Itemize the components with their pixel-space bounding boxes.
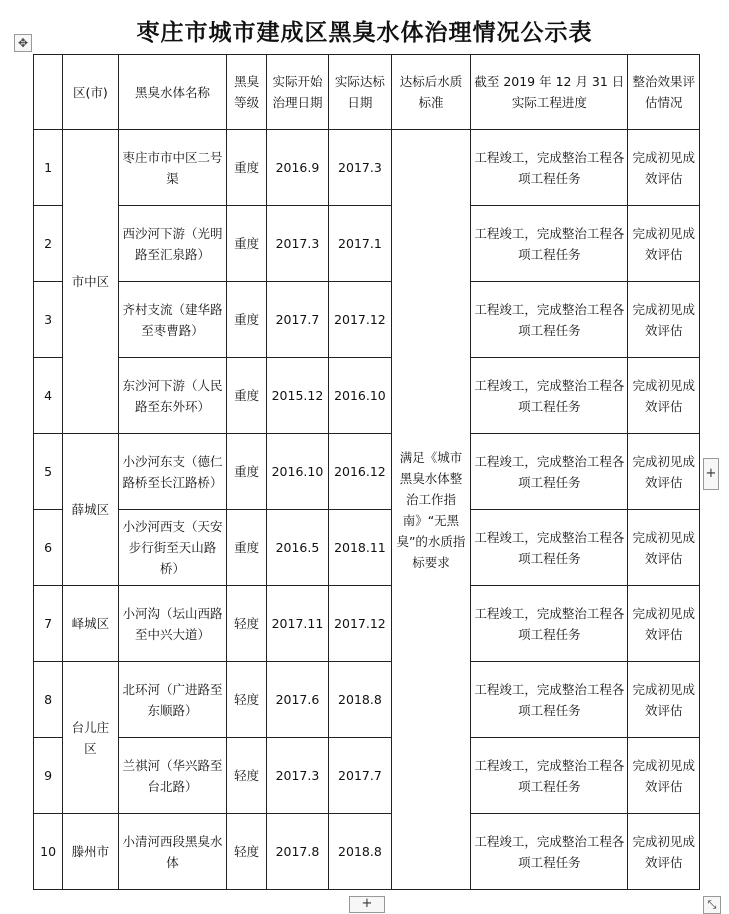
standard-cell: 满足《城市黑臭水体整治工作指南》“无黑臭”的水质指标要求 [391, 130, 471, 890]
header-evaluation: 整治效果评估情况 [628, 55, 700, 130]
table-row [34, 738, 700, 814]
progress: 工程竣工，完成整治工程各项工程任务 [471, 814, 628, 890]
level: 轻度 [227, 738, 266, 814]
water-body-table [33, 54, 700, 890]
table-row [34, 586, 700, 662]
finish-date: 2017.12 [329, 282, 391, 358]
finish-date: 2017.1 [329, 206, 391, 282]
table-row [34, 206, 700, 282]
district-cell: 峄城区 [63, 586, 118, 662]
progress: 工程竣工，完成整治工程各项工程任务 [471, 206, 628, 282]
header-progress: 截至 2019 年 12 月 31 日实际工程进度 [471, 55, 628, 130]
row-no: 10 [34, 814, 63, 890]
start-date: 2017.3 [266, 206, 328, 282]
header-water-name: 黑臭水体名称 [118, 55, 227, 130]
evaluation: 完成初见成效评估 [628, 434, 700, 510]
district-cell: 滕州市 [63, 814, 118, 890]
row-no: 1 [34, 130, 63, 206]
row-no: 2 [34, 206, 63, 282]
finish-date: 2018.8 [329, 662, 391, 738]
table-row [34, 434, 700, 510]
finish-date: 2017.12 [329, 586, 391, 662]
water-name: 齐村支流（建华路至枣曹路） [118, 282, 227, 358]
level: 重度 [227, 206, 266, 282]
start-date: 2017.7 [266, 282, 328, 358]
table-header-row [34, 55, 700, 130]
table-row [34, 282, 700, 358]
progress: 工程竣工，完成整治工程各项工程任务 [471, 358, 628, 434]
row-no: 4 [34, 358, 63, 434]
level: 重度 [227, 130, 266, 206]
level: 重度 [227, 434, 266, 510]
add-column-plus-icon[interactable]: + [703, 458, 719, 490]
table-row [34, 510, 700, 586]
evaluation: 完成初见成效评估 [628, 358, 700, 434]
row-no: 6 [34, 510, 63, 586]
add-row-plus-icon[interactable]: + [349, 896, 385, 913]
table-row [34, 130, 700, 206]
header-level: 黑臭等级 [227, 55, 266, 130]
row-no: 5 [34, 434, 63, 510]
page-title: 枣庄市城市建成区黑臭水体治理情况公示表 [136, 19, 593, 46]
start-date: 2016.9 [266, 130, 328, 206]
water-name: 小清河西段黑臭水体 [118, 814, 227, 890]
progress: 工程竣工，完成整治工程各项工程任务 [471, 510, 628, 586]
table-row [34, 814, 700, 890]
level: 轻度 [227, 586, 266, 662]
row-no: 8 [34, 662, 63, 738]
evaluation: 完成初见成效评估 [628, 510, 700, 586]
level: 重度 [227, 282, 266, 358]
district-cell: 薛城区 [63, 434, 118, 586]
water-name: 西沙河下游（光明路至汇泉路） [118, 206, 227, 282]
move-handle-icon[interactable]: ✥ [14, 34, 32, 52]
progress: 工程竣工，完成整治工程各项工程任务 [471, 130, 628, 206]
start-date: 2017.3 [266, 738, 328, 814]
header-standard: 达标后水质标准 [391, 55, 471, 130]
progress: 工程竣工，完成整治工程各项工程任务 [471, 662, 628, 738]
table-row [34, 662, 700, 738]
water-name: 枣庄市市中区二号渠 [118, 130, 227, 206]
water-name: 北环河（广进路至东顺路） [118, 662, 227, 738]
water-name: 小河沟（坛山西路至中兴大道） [118, 586, 227, 662]
start-date: 2016.10 [266, 434, 328, 510]
finish-date: 2016.12 [329, 434, 391, 510]
header-finish: 实际达标日期 [329, 55, 391, 130]
row-no: 9 [34, 738, 63, 814]
resize-icon[interactable]: ⤡ [703, 896, 721, 914]
progress: 工程竣工，完成整治工程各项工程任务 [471, 434, 628, 510]
finish-date: 2017.7 [329, 738, 391, 814]
finish-date: 2017.3 [329, 130, 391, 206]
level: 重度 [227, 358, 266, 434]
evaluation: 完成初见成效评估 [628, 814, 700, 890]
header-start: 实际开始治理日期 [266, 55, 328, 130]
row-no: 7 [34, 586, 63, 662]
progress: 工程竣工，完成整治工程各项工程任务 [471, 586, 628, 662]
start-date: 2017.11 [266, 586, 328, 662]
evaluation: 完成初见成效评估 [628, 662, 700, 738]
progress: 工程竣工，完成整治工程各项工程任务 [471, 738, 628, 814]
level: 轻度 [227, 662, 266, 738]
evaluation: 完成初见成效评估 [628, 206, 700, 282]
water-name: 兰祺河（华兴路至台北路） [118, 738, 227, 814]
level: 轻度 [227, 814, 266, 890]
finish-date: 2018.11 [329, 510, 391, 586]
header-district: 区(市) [63, 55, 118, 130]
evaluation: 完成初见成效评估 [628, 738, 700, 814]
district-cell: 台儿庄区 [63, 662, 118, 814]
finish-date: 2016.10 [329, 358, 391, 434]
water-name: 小沙河东支（德仁路桥至长江路桥） [118, 434, 227, 510]
evaluation: 完成初见成效评估 [628, 282, 700, 358]
start-date: 2017.6 [266, 662, 328, 738]
finish-date: 2018.8 [329, 814, 391, 890]
district-cell: 市中区 [63, 130, 118, 434]
row-no: 3 [34, 282, 63, 358]
evaluation: 完成初见成效评估 [628, 130, 700, 206]
start-date: 2016.5 [266, 510, 328, 586]
table-row [34, 358, 700, 434]
start-date: 2017.8 [266, 814, 328, 890]
header-no [34, 55, 63, 130]
start-date: 2015.12 [266, 358, 328, 434]
evaluation: 完成初见成效评估 [628, 586, 700, 662]
water-name: 东沙河下游（人民路至东外环） [118, 358, 227, 434]
water-name: 小沙河西支（天安步行街至天山路桥） [118, 510, 227, 586]
level: 重度 [227, 510, 266, 586]
progress: 工程竣工，完成整治工程各项工程任务 [471, 282, 628, 358]
